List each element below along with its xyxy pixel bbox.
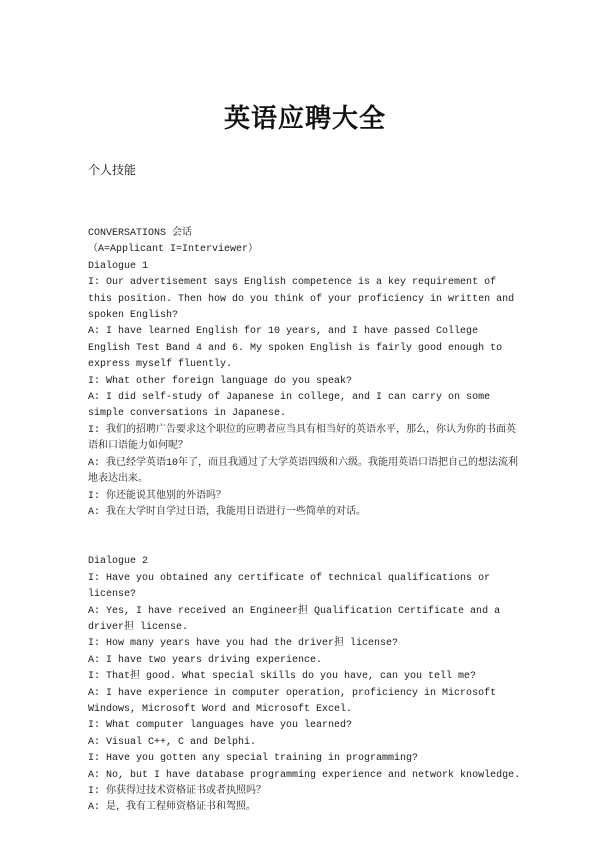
dialogue-line: A: Yes, I have received an Engineer担 Qualification Certificate and a driver担 license. xyxy=(88,605,507,633)
dialogue-heading: Dialogue 1 xyxy=(88,260,149,272)
dialogue-line: I: 我们的招聘广告要求这个职位的应聘者应当具有相当好的英语水平，那么，你认为你的书面英语和口语能力如何呢？ xyxy=(88,424,517,453)
dialogue-line: I: Have you obtained any certificate of technical qualifications or license? xyxy=(88,572,497,601)
dialogue-line: A: I have experience in computer operation, proficiency in Microsoft Windows, Microsoft Word and Microsoft Excel. xyxy=(88,687,503,715)
dialogue-line: A: 我已经学英语10年了，而且我通过了大学英语四级和六级。我能用英语口语把自己的想法流利地表达出来。 xyxy=(88,457,519,486)
dialogue-line: I: That担 good. What special skills do you have, can you tell me? xyxy=(88,671,477,683)
dialogue-line: A: I did self-study of Japanese in college, and I can carry on some simple conversations in Japanese. xyxy=(88,392,497,420)
dialogue-line: A: I have two years driving experience. xyxy=(88,654,323,666)
dialogue-line: I: How many years have you had the driver担 license? xyxy=(88,638,399,650)
dialogue-line: I: 你获得过技术资格证书或者执照吗？ xyxy=(88,786,267,797)
dialogue-line: A: 是，我有工程师资格证书和驾照。 xyxy=(88,802,257,814)
dialogue-block xyxy=(88,554,522,817)
speaker-legend: （A=Applicant I=Interviewer） xyxy=(88,244,259,256)
dialogue-line: I: What computer languages have you learned? xyxy=(88,720,353,732)
dialogue-line: I: Have you gotten any special training in programming? xyxy=(88,753,419,765)
document-title: 英语应聘大全 xyxy=(223,104,386,134)
dialogue-line: A: 我在大学时自学过日语，我能用日语进行一些简单的对话。 xyxy=(88,506,367,518)
dialogue-line: I: 你还能说其他别的外语吗？ xyxy=(88,490,227,502)
document-subtitle: 个人技能 xyxy=(88,163,137,177)
dialogue-line: I: What other foreign language do you speak? xyxy=(88,375,353,387)
section-heading: CONVERSATIONS 会话 xyxy=(88,228,193,239)
document-body xyxy=(88,226,522,817)
dialogue-line: A: I have learned English for 10 years, and I have passed College English Test Band 4 and 6. My spoken English is fairly good enough to express myself fluently. xyxy=(88,326,509,371)
dialogue-line: A: Visual C++, C and Delphi. xyxy=(88,736,257,748)
dialogues-container xyxy=(88,259,522,817)
dialogue-block xyxy=(88,259,522,522)
dialogue-line: A: No, but I have database programming experience and network knowledge. xyxy=(88,769,521,781)
dialogue-heading: Dialogue 2 xyxy=(88,556,149,568)
dialogue-line: I: Our advertisement says English competence is a key requirement of this position. Then how do you think of your proficiency in written and spoken English? xyxy=(88,277,521,322)
